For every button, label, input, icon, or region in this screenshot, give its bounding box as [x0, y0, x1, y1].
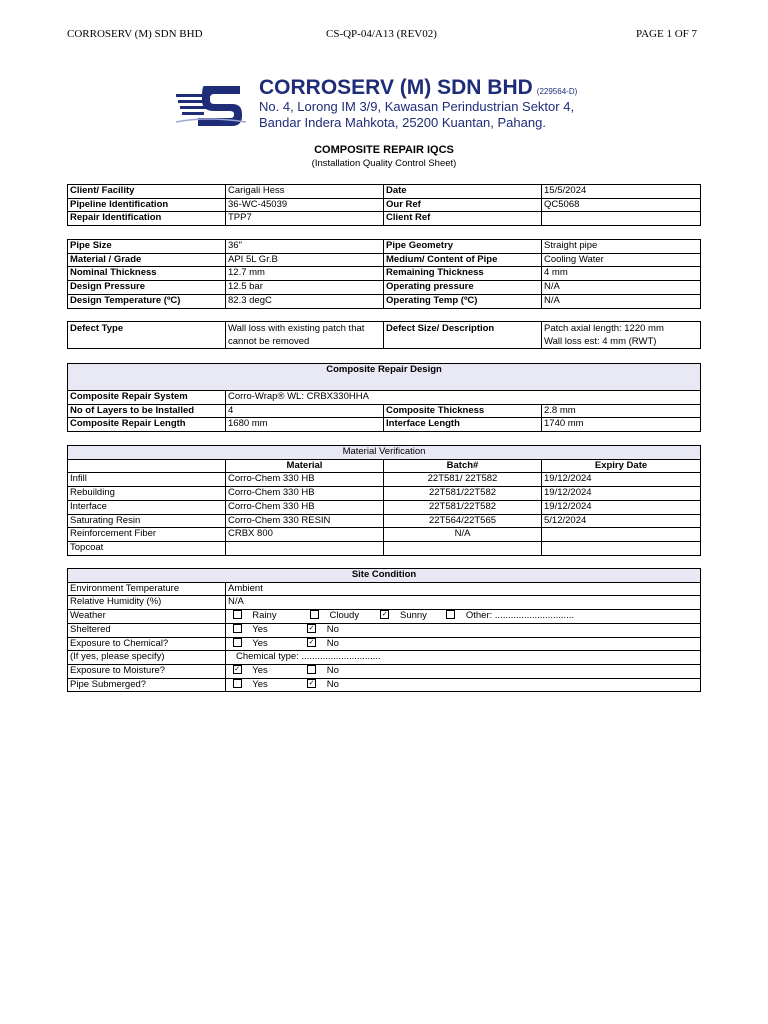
- moisture-yes-checkbox[interactable]: ✓: [234, 665, 241, 673]
- weather-rainy-label: Rainy: [252, 610, 277, 622]
- defect-desc-line1: Patch axial length: 1220 mm: [544, 323, 664, 334]
- material-row-label: Infill: [68, 473, 226, 487]
- company-address-line1: No. 4, Lorong IM 3/9, Kawasan Perindustrian Sektor 4,: [259, 99, 575, 114]
- value-design-pressure: 12.5 bar: [226, 281, 384, 295]
- moisture-no-label: No: [326, 664, 339, 676]
- table-row: [68, 391, 701, 405]
- table-row: [68, 322, 701, 349]
- label-repair-system: Composite Repair System: [68, 391, 226, 405]
- material-row-expiry: 19/12/2024: [542, 487, 701, 501]
- table-row: [68, 185, 701, 199]
- sheltered-no-checkbox[interactable]: ✓: [308, 624, 315, 632]
- value-client-facility: Carigali Hess: [226, 185, 384, 199]
- defect-type-line2: cannot be removed: [228, 336, 310, 347]
- table-row: [68, 678, 701, 692]
- value-repair-id: TPP7: [226, 212, 384, 226]
- submerged-yes-checkbox[interactable]: [233, 679, 242, 688]
- table-row: [68, 253, 701, 267]
- material-verification-table: [67, 445, 701, 556]
- value-defect-size: [542, 322, 701, 349]
- table-row: [68, 281, 701, 295]
- weather-cloudy-label: Cloudy: [329, 610, 360, 622]
- table-row: [68, 212, 701, 226]
- value-repair-length: 1680 mm: [226, 418, 384, 432]
- label-defect-size: Defect Size/ Description: [384, 322, 542, 349]
- value-medium: Cooling Water: [542, 253, 701, 267]
- weather-sunny-label: Sunny: [400, 610, 427, 622]
- column-header-expiry: Expiry Date: [542, 459, 701, 473]
- label-pipe-size: Pipe Size: [68, 240, 226, 254]
- value-material-grade: API 5L Gr.B: [226, 253, 384, 267]
- label-pipeline-id: Pipeline Identification: [68, 198, 226, 212]
- table-row: [68, 569, 701, 583]
- form-subtitle: (Installation Quality Control Sheet): [311, 158, 457, 169]
- company-address-line2: Bandar Indera Mahkota, 25200 Kuantan, Pahang.: [259, 115, 546, 130]
- value-interface-length: 1740 mm: [542, 418, 701, 432]
- material-row-batch: 22T581/ 22T582: [384, 473, 542, 487]
- label-chemical-specify: (If yes, please specify): [68, 651, 226, 665]
- material-row-material: CRBX 800: [226, 528, 384, 542]
- material-row-label: Topcoat: [68, 541, 226, 555]
- material-row-label: Reinforcement Fiber: [68, 528, 226, 542]
- header-company: CORROSERV (M) SDN BHD: [67, 28, 203, 40]
- label-repair-id: Repair Identification: [68, 212, 226, 226]
- site-section-title: Site Condition: [68, 569, 701, 583]
- chemical-no-label: No: [326, 637, 339, 649]
- material-row-expiry: 5/12/2024: [542, 514, 701, 528]
- table-row: [68, 364, 701, 391]
- material-row-batch: 22T581/22T582: [384, 487, 542, 501]
- material-row-batch: 22T581/22T582: [384, 500, 542, 514]
- material-row-batch: [384, 541, 542, 555]
- table-row: [68, 500, 701, 514]
- value-pipe-size: 36": [226, 240, 384, 254]
- table-row: [68, 623, 701, 637]
- submerged-options: [226, 678, 701, 692]
- material-row-material: Corro-Chem 330 HB: [226, 500, 384, 514]
- material-row-material: Corro-Chem 330 RESIN: [226, 514, 384, 528]
- label-humidity: Relative Humidity (%): [68, 596, 226, 610]
- label-date: Date: [384, 185, 542, 199]
- table-row: [68, 404, 701, 418]
- label-env-temperature: Environment Temperature: [68, 582, 226, 596]
- value-design-temperature: 82.3 degC: [226, 294, 384, 308]
- label-design-temperature: Design Temperature (ºC): [68, 294, 226, 308]
- material-row-batch: 22T564/22T565: [384, 514, 542, 528]
- value-composite-thickness: 2.8 mm: [542, 404, 701, 418]
- value-client-ref: [542, 212, 701, 226]
- value-operating-temp: N/A: [542, 294, 701, 308]
- table-row: [68, 637, 701, 651]
- submerged-no-label: No: [326, 678, 339, 690]
- value-pipe-geometry: Straight pipe: [542, 240, 701, 254]
- label-client-ref: Client Ref: [384, 212, 542, 226]
- company-name: CORROSERV (M) SDN BHD (229564-D): [259, 76, 578, 99]
- material-row-label: Rebuilding: [68, 487, 226, 501]
- label-operating-pressure: Operating pressure: [384, 281, 542, 295]
- company-logo: [176, 80, 246, 128]
- chemical-type-field[interactable]: Chemical type: ..............................: [236, 651, 381, 663]
- table-row: [68, 528, 701, 542]
- chemical-yes-label: Yes: [252, 637, 268, 649]
- table-header-row: [68, 459, 701, 473]
- value-our-ref: QC5068: [542, 198, 701, 212]
- weather-cloudy-checkbox[interactable]: [310, 610, 319, 619]
- label-exposure-moisture: Exposure to Moisture?: [68, 664, 226, 678]
- header-doc-code: CS-QP-04/A13 (REV02): [326, 28, 437, 40]
- design-section-title: Composite Repair Design: [68, 364, 701, 391]
- label-pipe-submerged: Pipe Submerged?: [68, 678, 226, 692]
- value-defect-type: [226, 322, 384, 349]
- label-our-ref: Our Ref: [384, 198, 542, 212]
- sheltered-no-label: No: [326, 623, 339, 635]
- value-pipeline-id: 36-WC-45039: [226, 198, 384, 212]
- label-sheltered: Sheltered: [68, 623, 226, 637]
- site-condition-table: [67, 568, 701, 692]
- column-header-material: Material: [226, 459, 384, 473]
- value-nominal-thickness: 12.7 mm: [226, 267, 384, 281]
- table-row: [68, 651, 701, 665]
- design-table: [67, 363, 701, 432]
- material-header-blank: [68, 459, 226, 473]
- label-interface-length: Interface Length: [384, 418, 542, 432]
- defect-desc-line2: Wall loss est: 4 mm (RWT): [544, 336, 657, 347]
- table-row: [68, 446, 701, 460]
- label-exposure-chemical: Exposure to Chemical?: [68, 637, 226, 651]
- weather-rainy-checkbox[interactable]: [233, 610, 242, 619]
- value-layers: 4: [226, 404, 384, 418]
- weather-other-checkbox[interactable]: [446, 610, 455, 619]
- label-design-pressure: Design Pressure: [68, 281, 226, 295]
- table-row: [68, 487, 701, 501]
- material-row-expiry: 19/12/2024: [542, 500, 701, 514]
- chemical-options: [226, 637, 701, 651]
- material-row-label: Saturating Resin: [68, 514, 226, 528]
- label-composite-thickness: Composite Thickness: [384, 404, 542, 418]
- weather-options: [226, 610, 701, 624]
- label-material-grade: Material / Grade: [68, 253, 226, 267]
- label-layers: No of Layers to be Installed: [68, 404, 226, 418]
- submerged-no-checkbox[interactable]: ✓: [308, 679, 315, 687]
- material-row-material: [226, 541, 384, 555]
- label-defect-type: Defect Type: [68, 322, 226, 349]
- label-repair-length: Composite Repair Length: [68, 418, 226, 432]
- material-row-expiry: 19/12/2024: [542, 473, 701, 487]
- sheltered-yes-label: Yes: [252, 623, 268, 635]
- moisture-options: [226, 664, 701, 678]
- material-row-label: Interface: [68, 500, 226, 514]
- value-remaining-thickness: 4 mm: [542, 267, 701, 281]
- value-humidity: N/A: [226, 596, 701, 610]
- value-env-temperature: Ambient: [226, 582, 701, 596]
- header-page-number: PAGE 1 OF 7: [636, 28, 698, 40]
- value-operating-pressure: N/A: [542, 281, 701, 295]
- company-reg-number: (229564-D): [536, 87, 578, 96]
- value-date: 15/5/2024: [542, 185, 701, 199]
- material-row-batch: N/A: [384, 528, 542, 542]
- material-row-material: Corro-Chem 330 HB: [226, 487, 384, 501]
- label-weather: Weather: [68, 610, 226, 624]
- label-medium: Medium/ Content of Pipe: [384, 253, 542, 267]
- table-row: [68, 294, 701, 308]
- weather-other-label: Other: ..............................: [465, 610, 575, 622]
- table-row: [68, 596, 701, 610]
- table-row: [68, 541, 701, 555]
- value-repair-system: Corro-Wrap® WL: CRBX330HHA: [226, 391, 701, 405]
- label-operating-temp: Operating Temp (ºC): [384, 294, 542, 308]
- defect-type-line1: Wall loss with existing patch that: [228, 323, 365, 334]
- table-row: [68, 418, 701, 432]
- table-row: [68, 610, 701, 624]
- label-nominal-thickness: Nominal Thickness: [68, 267, 226, 281]
- table-row: [68, 198, 701, 212]
- table-row: [68, 582, 701, 596]
- table-row: [68, 514, 701, 528]
- defect-table: [67, 321, 701, 349]
- weather-sunny-checkbox[interactable]: ✓: [381, 611, 388, 619]
- label-pipe-geometry: Pipe Geometry: [384, 240, 542, 254]
- pipe-table: [67, 239, 701, 309]
- moisture-yes-label: Yes: [252, 664, 268, 676]
- moisture-no-checkbox[interactable]: [307, 665, 316, 674]
- table-row: [68, 664, 701, 678]
- form-title: COMPOSITE REPAIR IQCS: [314, 144, 454, 156]
- material-row-expiry: [542, 541, 701, 555]
- material-row-material: Corro-Chem 330 HB: [226, 473, 384, 487]
- material-row-expiry: [542, 528, 701, 542]
- table-row: [68, 267, 701, 281]
- value-chemical-type: [226, 651, 701, 665]
- chemical-no-checkbox[interactable]: ✓: [308, 638, 315, 646]
- sheltered-options: [226, 623, 701, 637]
- column-header-batch: Batch#: [384, 459, 542, 473]
- submerged-yes-label: Yes: [252, 678, 268, 690]
- sheltered-yes-checkbox[interactable]: [233, 624, 242, 633]
- label-remaining-thickness: Remaining Thickness: [384, 267, 542, 281]
- label-client-facility: Client/ Facility: [68, 185, 226, 199]
- material-section-title: Material Verification: [68, 446, 701, 460]
- chemical-yes-checkbox[interactable]: [233, 638, 242, 647]
- client-table: [67, 184, 701, 226]
- table-row: [68, 240, 701, 254]
- table-row: [68, 473, 701, 487]
